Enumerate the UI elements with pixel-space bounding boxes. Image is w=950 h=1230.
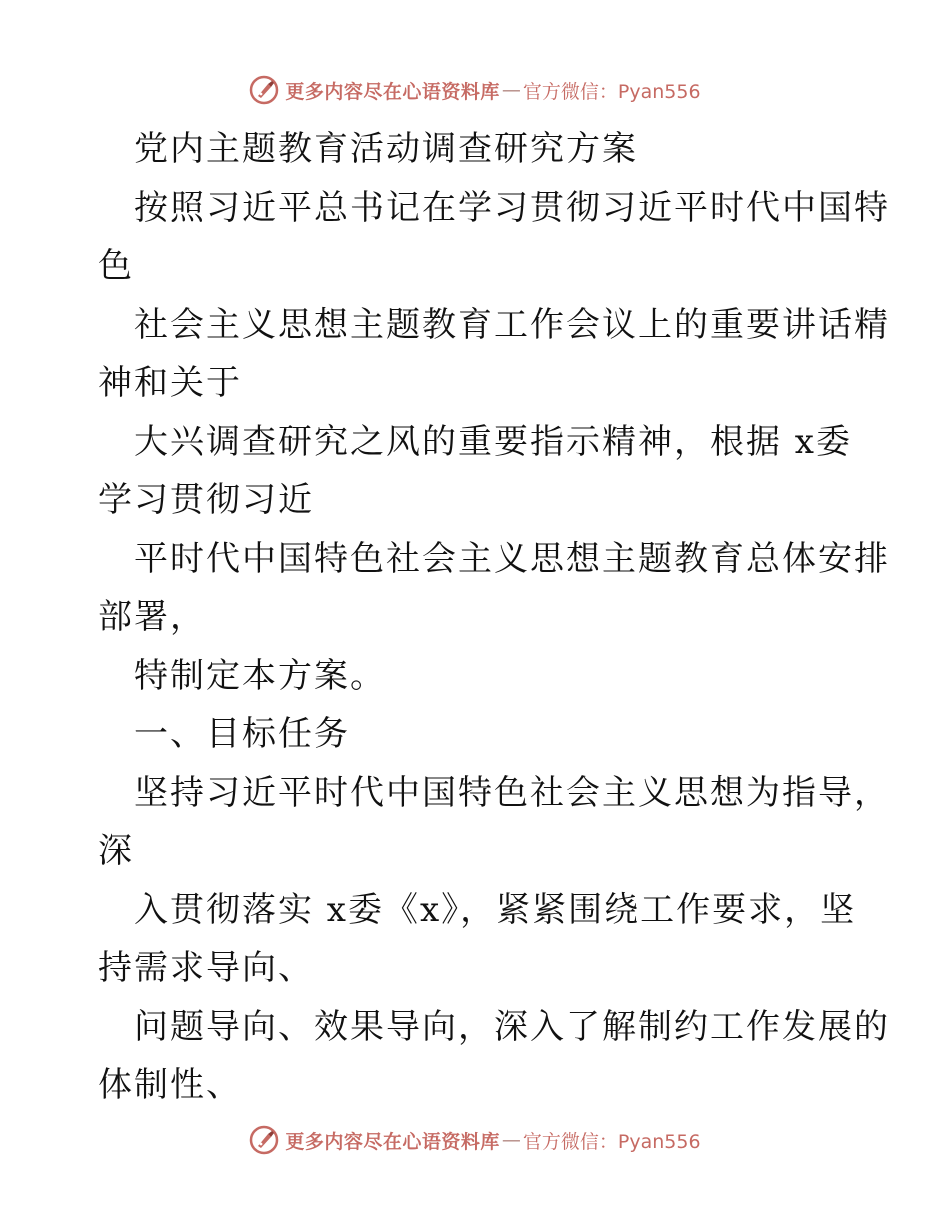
doc-line: 神和关于: [98, 363, 242, 403]
doc-line: 持需求导向、: [98, 948, 314, 988]
document-body: [98, 120, 890, 1115]
watermark-separator: —: [501, 1129, 521, 1151]
doc-line: 色: [98, 246, 134, 286]
watermark-wechat: 官方微信：Pyan556: [522, 1130, 701, 1153]
watermark-brand: 更多内容尽在心语资料库: [285, 1130, 500, 1153]
doc-line: 学习贯彻习近: [98, 480, 314, 520]
doc-line: 深: [98, 831, 134, 871]
watermark-separator: —: [501, 79, 521, 101]
doc-title: 党内主题教育活动调查研究方案: [134, 129, 638, 169]
doc-line: 部署，: [98, 597, 206, 637]
doc-line: 特制定本方案。: [134, 655, 386, 696]
doc-line: 入贯彻落实 x委《x》，紧紧围绕工作要求，坚: [134, 889, 857, 930]
watermark-wechat: 官方微信：Pyan556: [522, 80, 701, 103]
watermark-brand: 更多内容尽在心语资料库: [285, 80, 500, 103]
doc-line: 按照习近平总书记在学习贯彻习近平时代中国特: [134, 187, 890, 228]
section-heading: 一、目标任务: [134, 714, 350, 754]
doc-line: 问题导向、效果导向，深入了解制约工作发展的: [134, 1006, 890, 1047]
doc-line: 体制性、: [98, 1065, 242, 1105]
fountain-pen-seal-icon: [249, 75, 279, 105]
footer-watermark: [0, 1120, 950, 1160]
doc-line: 平时代中国特色社会主义思想主题教育总体安排: [134, 538, 890, 579]
header-watermark: [0, 70, 950, 110]
doc-line: 社会主义思想主题教育工作会议上的重要讲话精: [134, 304, 890, 345]
fountain-pen-seal-icon: [249, 1125, 279, 1155]
doc-line: 大兴调查研究之风的重要指示精神，根据 x委: [134, 421, 852, 462]
doc-line: 坚持习近平时代中国特色社会主义思想为指导，: [134, 772, 890, 813]
